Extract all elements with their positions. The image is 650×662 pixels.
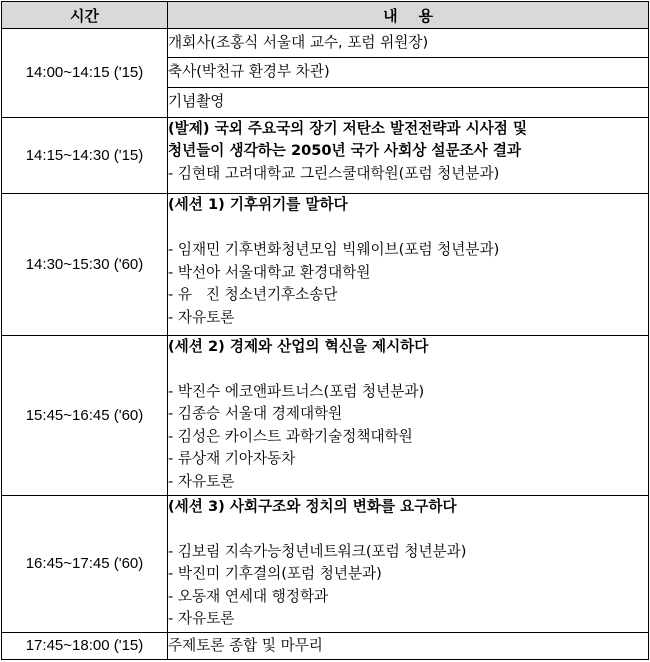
content-cell: 개회사(조홍식 서울대 교수, 포럼 위원장) bbox=[168, 29, 649, 58]
speaker-line: - 김종승 서울대 경제대학원 bbox=[168, 405, 343, 423]
content-cell bbox=[168, 495, 649, 632]
header-row bbox=[2, 2, 649, 29]
speaker-line: - 박진미 기후결의(포럼 청년분과) bbox=[168, 565, 382, 583]
speaker-line: - 박선아 서울대학교 환경대학원 bbox=[168, 263, 371, 281]
table-row bbox=[2, 632, 649, 659]
speaker-line: - 자유토론 bbox=[168, 308, 235, 326]
speaker-line: - 임재민 기후변화청년모임 빅웨이브(포럼 청년분과) bbox=[168, 241, 500, 259]
content-cell: 축사(박천규 환경부 차관) bbox=[168, 58, 649, 87]
table-row bbox=[2, 29, 649, 58]
session-title: (세션 3) 사회구조와 정치의 변화를 요구하다 bbox=[168, 497, 457, 515]
speaker-line: - 자유토론 bbox=[168, 472, 235, 490]
session-title: (세션 2) 경제와 산업의 혁신을 제시하다 bbox=[168, 337, 429, 355]
speaker-line: - 오동재 연세대 행정학과 bbox=[168, 587, 329, 605]
time-cell: 14:30~15:30 ('60) bbox=[2, 194, 168, 335]
speaker-line: - 유 진 청소년기후소송단 bbox=[168, 286, 338, 304]
content-column-header: 내 용 bbox=[168, 2, 649, 29]
time-cell: 16:45~17:45 ('60) bbox=[2, 495, 168, 632]
table-row bbox=[2, 335, 649, 495]
content-cell: 주제토론 종합 및 마무리 bbox=[168, 632, 649, 659]
time-column-header: 시간 bbox=[2, 2, 168, 29]
content-cell: 기념촬영 bbox=[168, 87, 649, 117]
speaker-line: - 류상재 기아자동차 bbox=[168, 450, 296, 468]
speaker-line: - 박진수 에코앤파트너스(포럼 청년분과) bbox=[168, 382, 425, 400]
speaker-line: - 김보림 지속가능청년네트워크(포럼 청년분과) bbox=[168, 542, 467, 560]
speaker-line: - 김성은 카이스트 과학기술정책대학원 bbox=[168, 427, 413, 445]
content-cell bbox=[168, 117, 649, 194]
table-row bbox=[2, 194, 649, 335]
content-cell bbox=[168, 194, 649, 335]
presentation-title-line: (발제) 국외 주요국의 장기 저탄소 발전전략과 시사점 및 bbox=[168, 119, 528, 137]
content-cell bbox=[168, 335, 649, 495]
table-row bbox=[2, 495, 649, 632]
speaker-line: - 자유토론 bbox=[168, 610, 235, 628]
speaker-line: - 김현태 고려대학교 그린스쿨대학원(포럼 청년분과) bbox=[168, 164, 500, 182]
presentation-title-line: 청년들이 생각하는 2050년 국가 사회상 설문조사 결과 bbox=[168, 142, 522, 160]
schedule-table bbox=[1, 1, 649, 660]
time-cell: 14:15~14:30 ('15) bbox=[2, 117, 168, 194]
time-cell: 14:00~14:15 ('15) bbox=[2, 29, 168, 118]
time-cell: 15:45~16:45 ('60) bbox=[2, 335, 168, 495]
time-cell: 17:45~18:00 ('15) bbox=[2, 632, 168, 659]
session-title: (세션 1) 기후위기를 말하다 bbox=[168, 196, 348, 214]
table-row bbox=[2, 117, 649, 194]
